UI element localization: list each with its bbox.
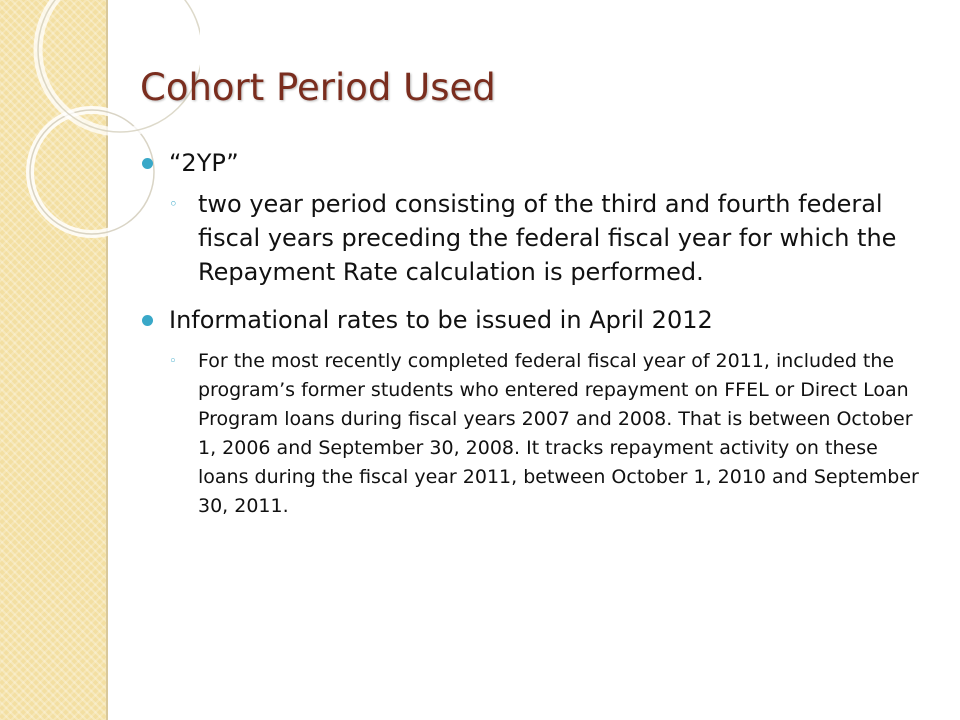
sub-bullet-text: two year period consisting of the third and fourth federal fiscal years preceding the federal fiscal year for which the Repayment Rate calculation is performed. <box>198 190 897 286</box>
sub-bullet-ring-icon: ◦ <box>169 354 177 369</box>
sub-bullet-item <box>140 187 920 289</box>
sub-bullet-item <box>140 347 920 521</box>
bullet-text: Informational rates to be issued in April 2012 <box>169 306 713 334</box>
bullet-text: “2YP” <box>169 149 239 177</box>
slide-content <box>140 146 920 521</box>
bullet-dot-icon <box>142 158 153 169</box>
bullet-dot-icon <box>142 315 153 326</box>
bullet-item <box>140 146 920 180</box>
sub-bullet-text: For the most recently completed federal fiscal year of 2011, included the program’s former students who entered repayment on FFEL or Direct Loan Program loans during fiscal years 2007 and 2008. That is between October 1, 2006 and September 30, 2008. It tracks repayment activity on these loans during the fiscal year 2011, between October 1, 2010 and September 30, 2011. <box>198 350 919 517</box>
sub-bullet-ring-icon: ◦ <box>169 195 178 213</box>
slide-title: Cohort Period Used <box>140 66 496 109</box>
bullet-item <box>140 303 920 337</box>
